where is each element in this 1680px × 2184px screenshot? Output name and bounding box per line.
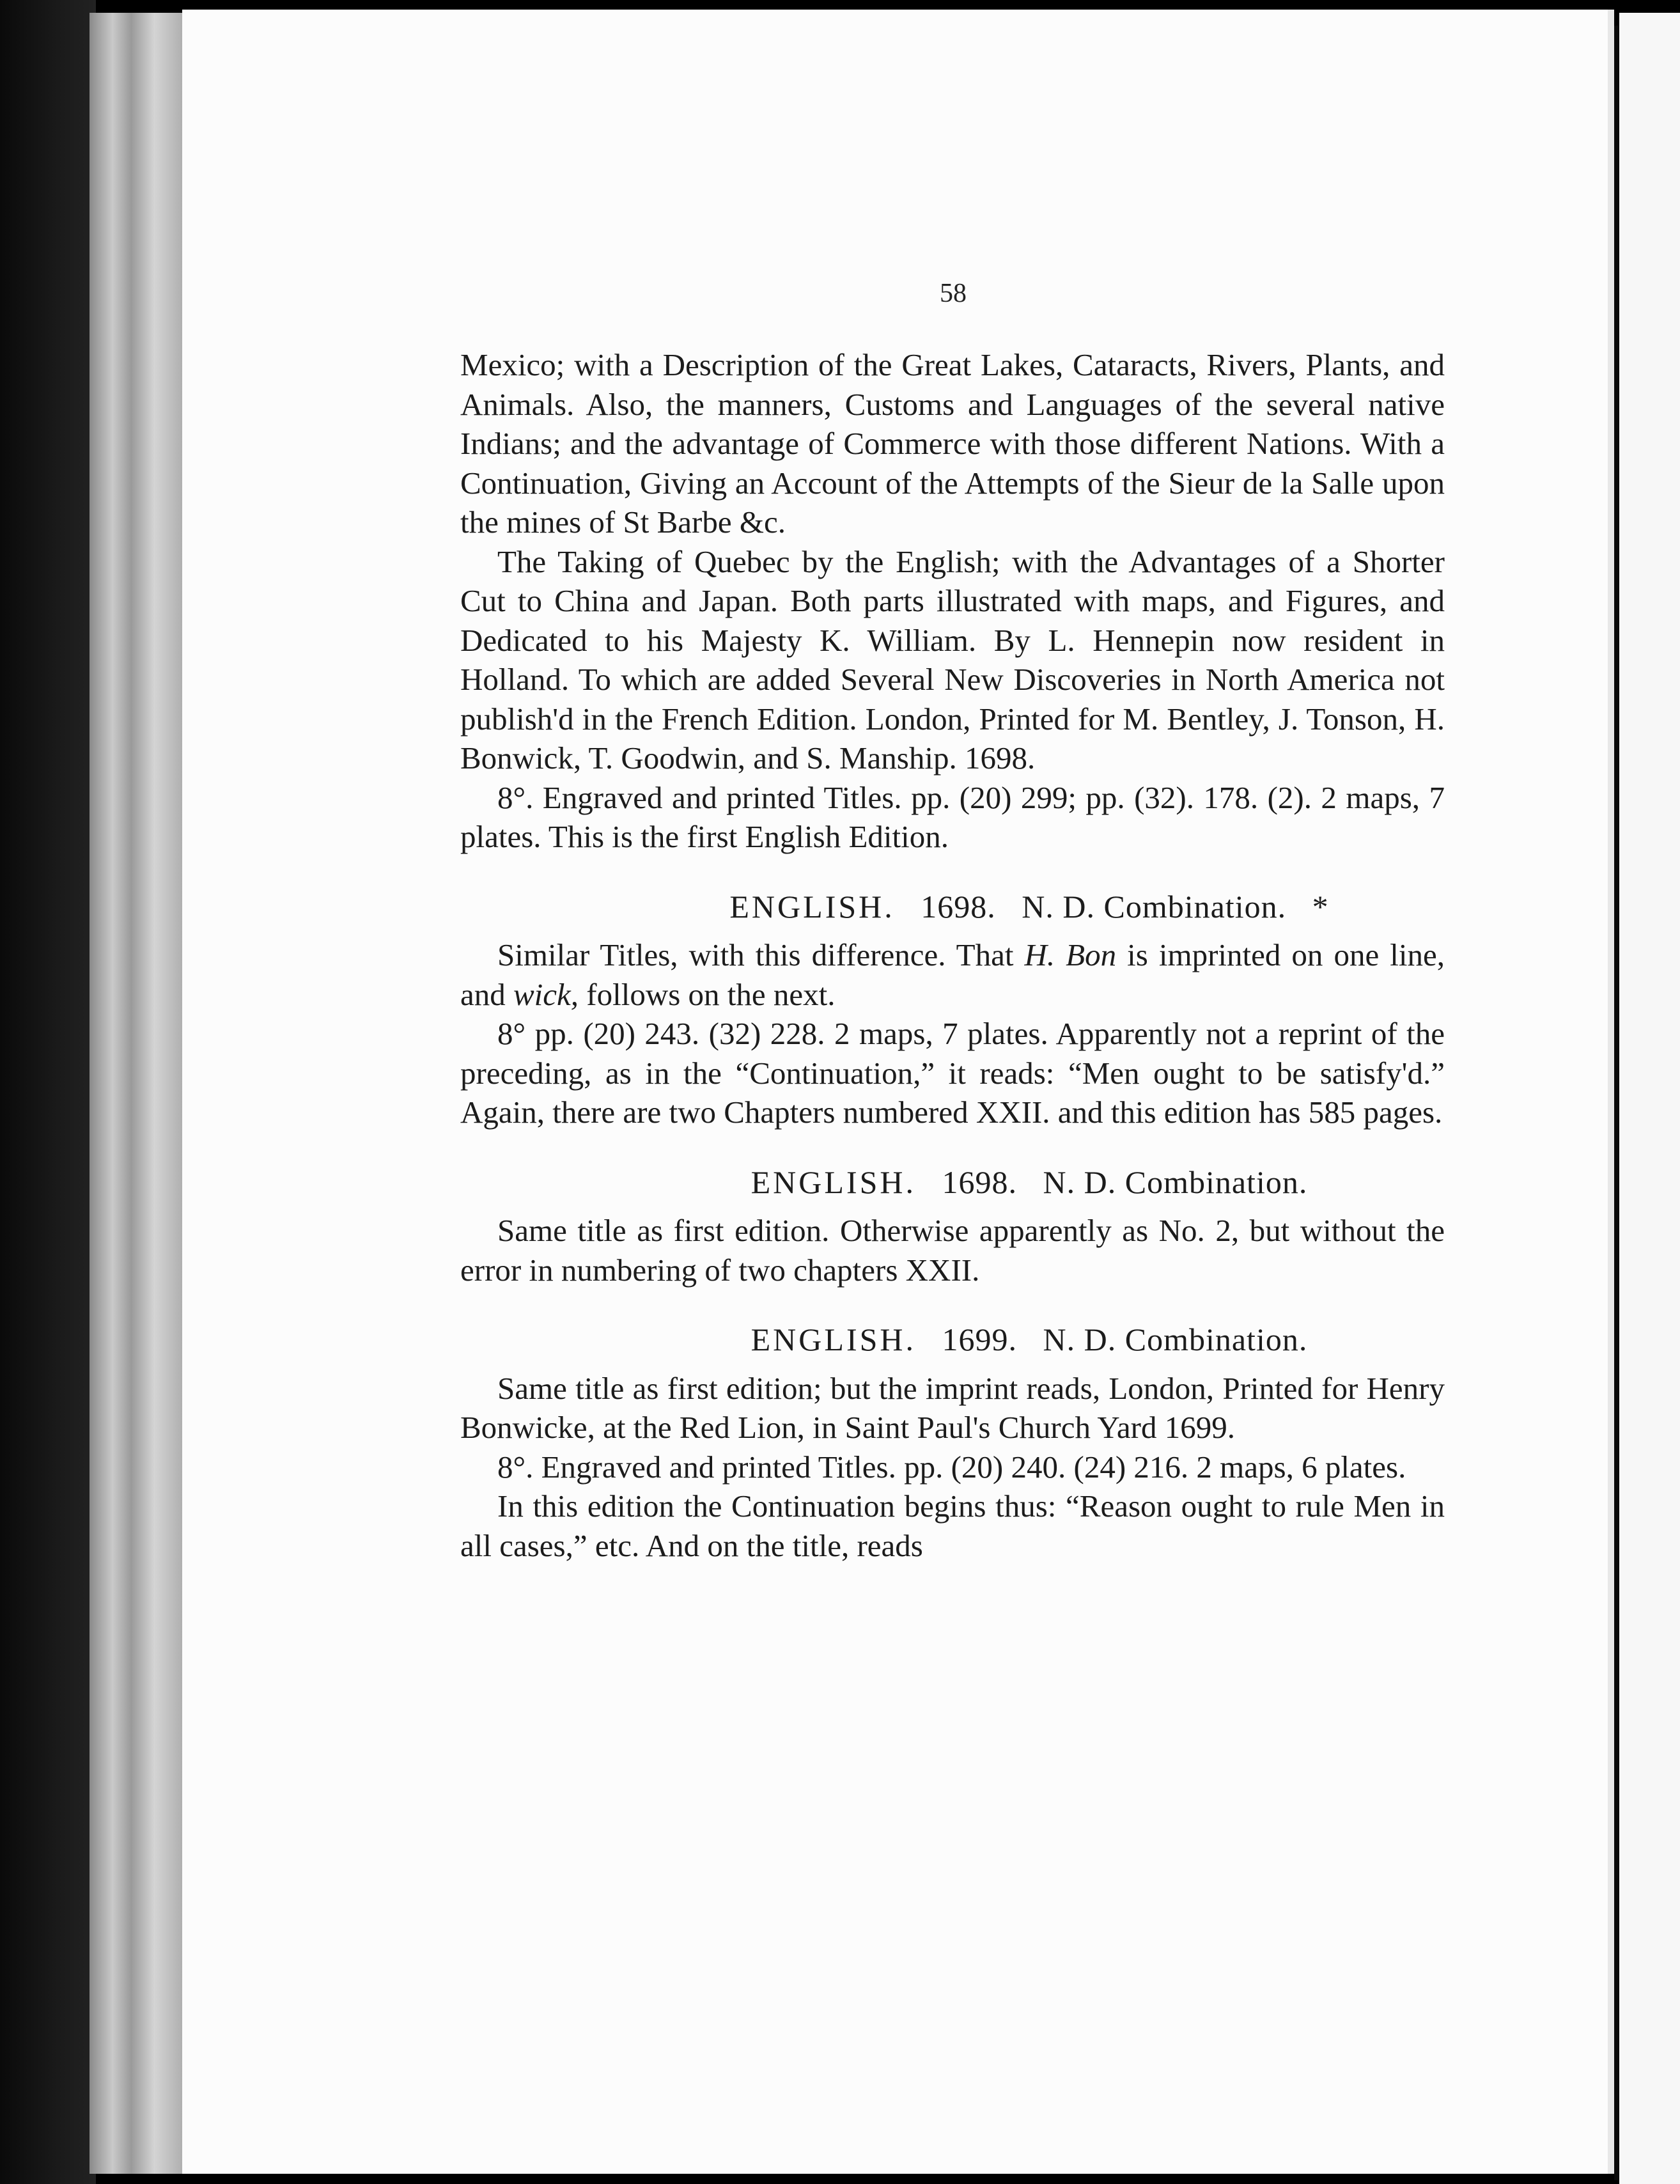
heading-note: N. D. Combination. [1043, 1322, 1308, 1357]
text-run: follows on the next. [579, 976, 836, 1012]
paragraph: The Taking of Quebec by the English; with the Advantages of a Shorter Cut to China and Japan. Both parts illustrated with maps, and Figures, and Dedicated to his Majesty K. William. By L. Hennepin now resident in Holland. To which are added Several New Discoveries in North America not publish'd in the French Edition. London, Printed for M. Bentley, J. Tonson, H. Bonwick, T. Goodwin, and S. Manship. 1698. [460, 543, 1445, 776]
text-run: is imprinted on one line, and [460, 937, 1445, 1012]
facing-page-edge [1619, 13, 1680, 2184]
text-run: Similar Titles, with this difference. That [497, 937, 1025, 972]
heading-year: 1698. [942, 1164, 1018, 1200]
entry-heading [460, 1163, 1445, 1203]
paragraph: Same title as first edition. Otherwise apparently as No. 2, but without the error in numbering of two chapters XXII. [460, 1213, 1445, 1288]
heading-language: ENGLISH. [751, 1164, 917, 1200]
book-gutter [1614, 26, 1619, 2180]
italic-text: H. Bon [1024, 937, 1117, 972]
page-number: 58 [940, 279, 967, 308]
entry-heading [460, 887, 1445, 927]
paragraph: Mexico; with a Description of the Great Lakes, Cataracts, Rivers, Plants, and Animals. Also, the manners, Customs and Languages of the several native Indians; and the advantage of Commerce with those different Nations. With a Continuation, Giving an Account of the Attempts of the Sieur de la Salle upon the mines of St Barbe &c. [460, 347, 1445, 540]
page-edge-stack [89, 13, 182, 2174]
scan-background-left [0, 0, 96, 2184]
heading-note: N. D. Combination. [1043, 1164, 1308, 1200]
paragraph: In this edition the Continuation begins thus: “Reason ought to rule Men in all cases,” etc. And on the title, reads [460, 1488, 1445, 1563]
paragraph [460, 935, 1445, 1014]
paragraph: 8°. Engraved and printed Titles. pp. (20) 240. (24) 216. 2 maps, 6 plates. [497, 1449, 1406, 1485]
paragraph: 8° pp. (20) 243. (32) 228. 2 maps, 7 plates. Apparently not a reprint of the preceding, as in the “Continuation,” it reads: “Men ought to be satisfy'd.” Again, there are two Chapters numbered XXII. and this edition has 585 pages. [460, 1016, 1445, 1130]
heading-note: N. D. Combination. [1022, 888, 1287, 924]
heading-mark: * [1312, 888, 1329, 924]
body-text [460, 345, 1445, 1565]
paragraph: 8°. Engraved and printed Titles. pp. (20) 299; pp. (32). 178. (2). 2 maps, 7 plates. This is the first English Edition. [460, 779, 1445, 854]
entry-heading [460, 1320, 1445, 1360]
paragraph: Same title as first edition; but the imprint reads, London, Printed for Henry Bonwicke, at the Red Lion, in Saint Paul's Church Yard 1699. [460, 1370, 1445, 1445]
heading-year: 1699. [942, 1322, 1018, 1357]
italic-text: wick, [513, 976, 579, 1012]
page-right-edge [1608, 10, 1614, 2174]
heading-language: ENGLISH. [751, 1322, 917, 1357]
heading-language: ENGLISH. [729, 888, 895, 924]
heading-year: 1698. [921, 888, 996, 924]
